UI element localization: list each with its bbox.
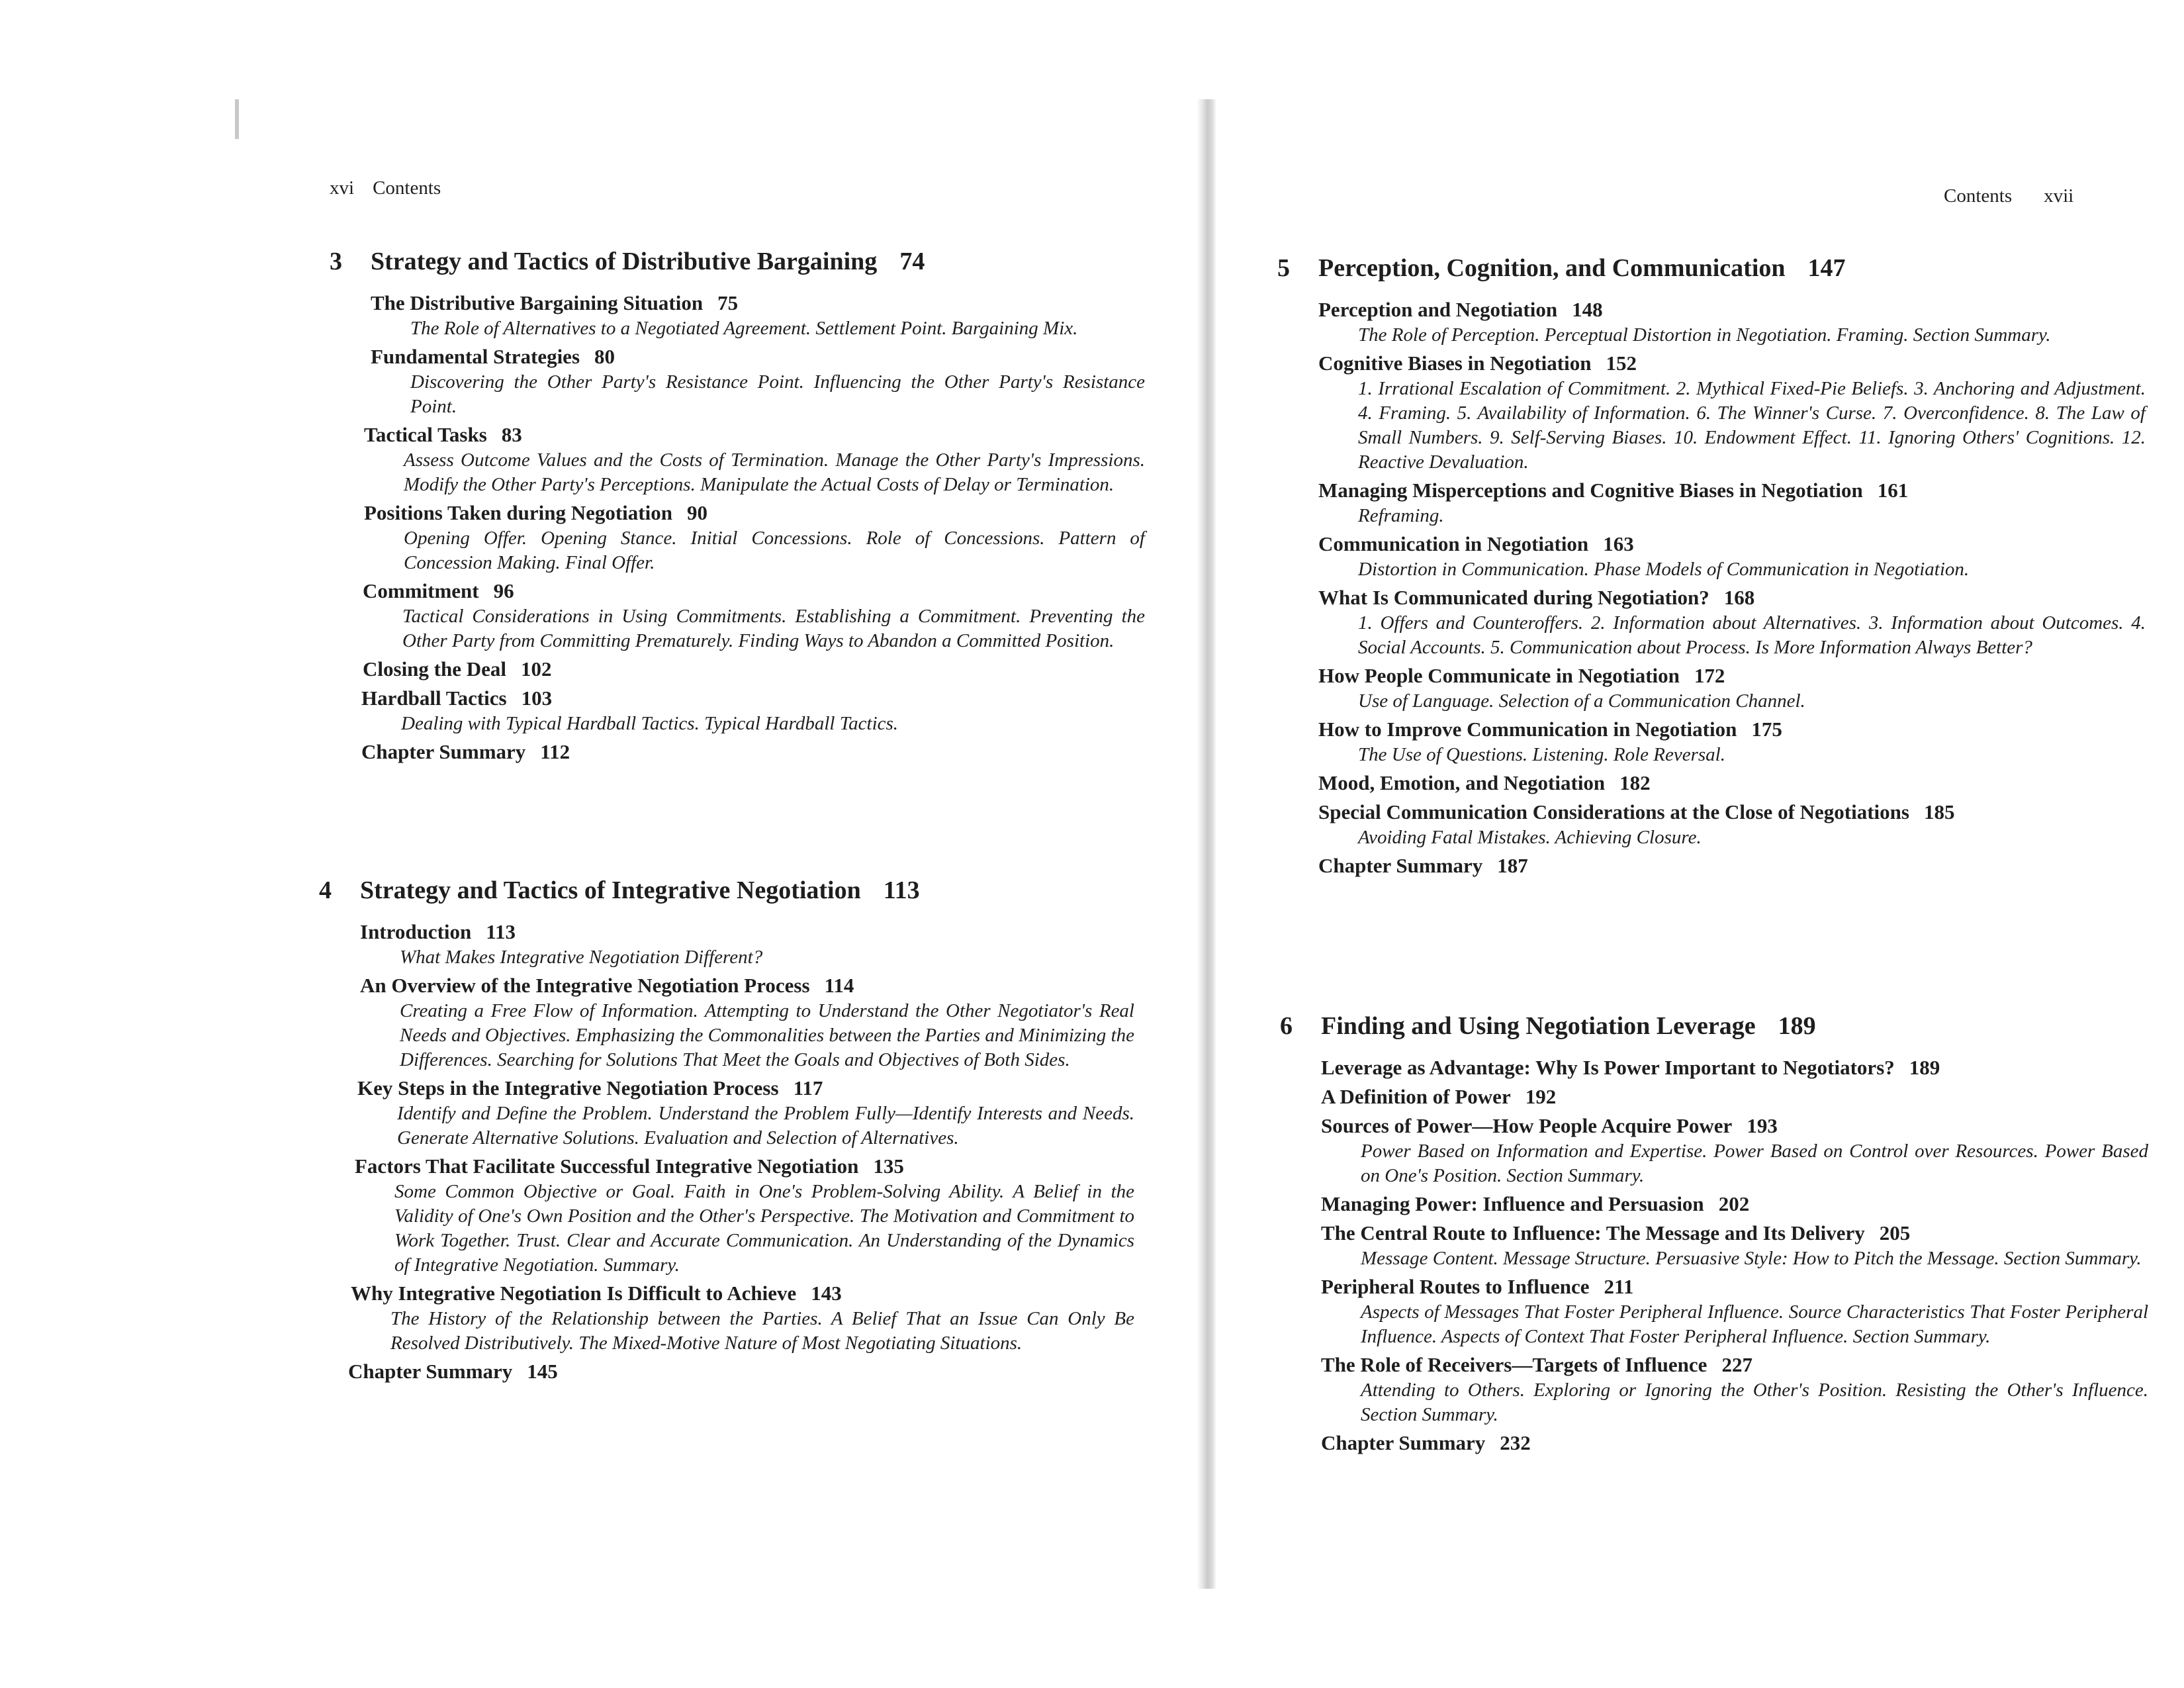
section-subtopics: Aspects of Messages That Foster Peripheral Influence. Source Characteristics That Foster Peripheral Influence. Aspects of Context That Foster Peripheral Influence. Section Summary. bbox=[1361, 1301, 2148, 1347]
toc-section bbox=[1321, 1220, 2148, 1271]
section-subtopics: Message Content. Message Structure. Persuasive Style: How to Pitch the Message. Section Summary. bbox=[1361, 1248, 2142, 1269]
section-title: Managing Power: Influence and Persuasion bbox=[1321, 1192, 1704, 1215]
section-title: Special Communication Considerations at the Close of Negotiations bbox=[1318, 800, 1909, 823]
toc-section bbox=[355, 1153, 1134, 1278]
section-heading bbox=[363, 656, 1145, 682]
section-title: Sources of Power—How People Acquire Power bbox=[1321, 1114, 1733, 1137]
chapter-page-number: 74 bbox=[899, 248, 925, 275]
section-heading bbox=[360, 972, 1134, 999]
section-page-number: 103 bbox=[521, 686, 553, 710]
right-folio: xvii bbox=[2044, 185, 2074, 207]
section-heading bbox=[1321, 1113, 2148, 1139]
section-subtopics: Power Based on Information and Expertise. Power Based on Control over Resources. Power Based on One's Position. Section Summary. bbox=[1361, 1141, 2148, 1186]
section-title: An Overview of the Integrative Negotiation Process bbox=[360, 974, 810, 997]
chapter-page-number: 147 bbox=[1807, 254, 1846, 282]
section-title: Peripheral Routes to Influence bbox=[1321, 1275, 1590, 1298]
section-subtopics: Distortion in Communication. Phase Models of Communication in Negotiation. bbox=[1358, 559, 1970, 580]
toc-section bbox=[1318, 531, 2146, 582]
chapter-heading bbox=[1280, 1009, 2148, 1043]
chapter-page-number: 113 bbox=[883, 876, 920, 904]
chapter-heading bbox=[1277, 252, 2146, 285]
toc-section bbox=[1318, 853, 2146, 879]
section-page-number: 102 bbox=[521, 657, 552, 680]
section-subtopics: 1. Offers and Counteroffers. 2. Information about Alternatives. 3. Information about Outcomes. 4. Social Accounts. 5. Communication about Process. Is More Information Always Better? bbox=[1358, 612, 2146, 658]
toc-section bbox=[1321, 1430, 2148, 1456]
chapter-number: 3 bbox=[330, 248, 342, 275]
right-running-title: Contents bbox=[1944, 185, 2013, 207]
section-heading bbox=[1321, 1220, 2148, 1246]
section-page-number: 205 bbox=[1879, 1221, 1911, 1244]
section-title: Commitment bbox=[363, 579, 479, 602]
section-title: The Distributive Bargaining Situation bbox=[371, 291, 704, 314]
section-heading bbox=[1321, 1352, 2148, 1378]
toc-section bbox=[371, 290, 1145, 341]
section-heading bbox=[1318, 531, 2146, 557]
toc-section bbox=[1321, 1274, 2148, 1349]
section-page-number: 163 bbox=[1603, 532, 1634, 555]
section-heading bbox=[1321, 1430, 2148, 1456]
section-title: Tactical Tasks bbox=[364, 423, 487, 446]
section-subtopics: Creating a Free Flow of Information. Attempting to Understand the Other Negotiator's Real Needs and Objectives. Emphasizing the Commonalities between the Parties and Minimizing the Differences. Searching for Solutions That Meet the Goals and Objectives of Both Sides. bbox=[400, 1000, 1134, 1070]
book-gutter bbox=[1197, 99, 1216, 1589]
section-title: How People Communicate in Negotiation bbox=[1318, 664, 1680, 687]
toc-section bbox=[360, 972, 1134, 1072]
section-page-number: 117 bbox=[793, 1076, 823, 1100]
section-heading bbox=[1321, 1191, 2148, 1217]
section-heading bbox=[351, 1280, 1134, 1307]
section-heading bbox=[1318, 770, 2146, 796]
section-title: Chapter Summary bbox=[1321, 1431, 1486, 1454]
section-title: Perception and Negotiation bbox=[1318, 298, 1558, 321]
section-subtopics: Opening Offer. Opening Stance. Initial Concessions. Role of Concessions. Pattern of Concession Making. Final Offer. bbox=[404, 528, 1145, 573]
section-title: Chapter Summary bbox=[1318, 854, 1483, 877]
section-subtopics: 1. Irrational Escalation of Commitment. 2. Mythical Fixed-Pie Beliefs. 3. Anchoring and Adjustment. 4. Framing. 5. Availability of Information. 6. The Winner's Curse. 7. Overconfidence. 8. The Law of Small Numbers. 9. Self-Serving Biases. 10. Endowment Effect. 11. Ignoring Others' Cognitions. 12. Reactive Devaluation. bbox=[1358, 378, 2146, 473]
toc-section bbox=[1318, 297, 2146, 348]
section-page-number: 96 bbox=[493, 579, 514, 602]
section-page-number: 80 bbox=[594, 345, 615, 368]
section-title: Hardball Tactics bbox=[361, 686, 507, 710]
toc-section bbox=[1321, 1191, 2148, 1217]
section-page-number: 83 bbox=[501, 423, 522, 446]
chapter-page-number: 189 bbox=[1778, 1012, 1816, 1040]
section-heading bbox=[348, 1358, 1134, 1385]
section-title: Managing Misperceptions and Cognitive Biases in Negotiation bbox=[1318, 479, 1863, 502]
section-subtopics: Avoiding Fatal Mistakes. Achieving Closure. bbox=[1358, 827, 1702, 848]
section-heading bbox=[361, 685, 1145, 712]
section-page-number: 145 bbox=[527, 1360, 558, 1383]
section-title: The Central Route to Influence: The Message and Its Delivery bbox=[1321, 1221, 1865, 1244]
right-running-head bbox=[1944, 185, 2073, 207]
toc-section bbox=[361, 685, 1145, 736]
chapter-4 bbox=[319, 874, 1134, 1385]
section-subtopics: Use of Language. Selection of a Communication Channel. bbox=[1358, 690, 1805, 712]
left-folio: xvi bbox=[330, 177, 355, 199]
toc-section bbox=[1321, 1113, 2148, 1188]
section-title: Leverage as Advantage: Why Is Power Important to Negotiators? bbox=[1321, 1056, 1895, 1079]
chapter-3 bbox=[330, 245, 1145, 765]
section-heading bbox=[363, 578, 1145, 604]
section-heading bbox=[357, 1075, 1134, 1102]
section-title: Mood, Emotion, and Negotiation bbox=[1318, 771, 1606, 794]
section-title: Communication in Negotiation bbox=[1318, 532, 1589, 555]
section-heading bbox=[1318, 716, 2146, 743]
chapter-6 bbox=[1280, 1009, 2148, 1456]
toc-section bbox=[1318, 716, 2146, 767]
section-page-number: 143 bbox=[811, 1282, 842, 1305]
chapter-heading bbox=[319, 874, 1134, 907]
section-page-number: 135 bbox=[873, 1154, 904, 1178]
section-page-number: 75 bbox=[717, 291, 739, 314]
section-page-number: 189 bbox=[1909, 1056, 1940, 1079]
section-page-number: 232 bbox=[1500, 1431, 1531, 1454]
section-title: Introduction bbox=[360, 920, 472, 943]
section-title: A Definition of Power bbox=[1321, 1085, 1511, 1108]
chapter-title: Strategy and Tactics of Integrative Negotiation bbox=[360, 876, 861, 904]
section-heading bbox=[1318, 477, 2146, 504]
section-page-number: 172 bbox=[1694, 664, 1725, 687]
chapter-title: Finding and Using Negotiation Leverage bbox=[1321, 1012, 1756, 1040]
section-page-number: 193 bbox=[1747, 1114, 1778, 1137]
section-title: The Role of Receivers—Targets of Influence bbox=[1321, 1353, 1707, 1376]
toc-section bbox=[1318, 663, 2146, 714]
section-title: Closing the Deal bbox=[363, 657, 506, 680]
section-subtopics: Reframing. bbox=[1358, 505, 1444, 526]
section-title: Chapter Summary bbox=[348, 1360, 513, 1383]
section-subtopics: Discovering the Other Party's Resistance Point. Influencing the Other Party's Resistance Point. bbox=[410, 371, 1145, 417]
toc-section bbox=[361, 739, 1145, 765]
section-subtopics: What Makes Integrative Negotiation Different? bbox=[400, 947, 763, 968]
chapter-number: 6 bbox=[1280, 1012, 1293, 1040]
section-title: Cognitive Biases in Negotiation bbox=[1318, 352, 1592, 375]
section-page-number: 182 bbox=[1619, 771, 1651, 794]
section-heading bbox=[1318, 663, 2146, 689]
section-title: Fundamental Strategies bbox=[371, 345, 580, 368]
section-page-number: 168 bbox=[1723, 586, 1755, 609]
section-page-number: 161 bbox=[1877, 479, 1909, 502]
section-subtopics: Assess Outcome Values and the Costs of Termination. Manage the Other Party's Impressions. Modify the Other Party's Perceptions. Manipulate the Actual Costs of Delay or Termination. bbox=[404, 449, 1145, 495]
section-subtopics: The Use of Questions. Listening. Role Reversal. bbox=[1358, 744, 1725, 765]
chapter-title: Perception, Cognition, and Communication bbox=[1318, 254, 1786, 282]
section-heading bbox=[1321, 1055, 2148, 1081]
section-title: Key Steps in the Integrative Negotiation Process bbox=[357, 1076, 779, 1100]
section-heading bbox=[361, 739, 1145, 765]
toc-section bbox=[363, 578, 1145, 653]
section-page-number: 192 bbox=[1525, 1085, 1557, 1108]
section-page-number: 114 bbox=[824, 974, 854, 997]
section-heading bbox=[1321, 1274, 2148, 1300]
section-subtopics: Dealing with Typical Hardball Tactics. Typical Hardball Tactics. bbox=[401, 713, 899, 734]
section-page-number: 202 bbox=[1718, 1192, 1750, 1215]
section-page-number: 113 bbox=[486, 920, 516, 943]
chapter-number: 4 bbox=[319, 876, 332, 904]
section-page-number: 152 bbox=[1606, 352, 1637, 375]
toc-section bbox=[364, 500, 1145, 575]
section-heading bbox=[1318, 585, 2146, 611]
toc-section bbox=[371, 344, 1145, 419]
section-page-number: 211 bbox=[1604, 1275, 1634, 1298]
section-page-number: 227 bbox=[1721, 1353, 1752, 1376]
section-heading bbox=[371, 290, 1145, 316]
toc-section bbox=[1321, 1352, 2148, 1427]
toc-section bbox=[348, 1358, 1134, 1385]
right-page bbox=[1218, 0, 2184, 1688]
section-heading bbox=[1318, 799, 2146, 825]
left-running-head bbox=[330, 177, 441, 199]
section-heading bbox=[364, 500, 1145, 526]
toc-section bbox=[1318, 799, 2146, 850]
section-title: Why Integrative Negotiation Is Difficult to Achieve bbox=[351, 1282, 797, 1305]
toc-section bbox=[363, 656, 1145, 682]
section-title: Chapter Summary bbox=[361, 740, 526, 763]
left-running-title: Contents bbox=[373, 177, 441, 199]
section-subtopics: Identify and Define the Problem. Understand the Problem Fully—Identify Interests and Needs. Generate Alternative Solutions. Evaluation and Selection of Alternatives. bbox=[397, 1103, 1134, 1149]
chapter-title: Strategy and Tactics of Distributive Bargaining bbox=[371, 248, 878, 275]
section-title: Positions Taken during Negotiation bbox=[364, 501, 672, 524]
toc-section bbox=[357, 1075, 1134, 1150]
chapter-heading bbox=[330, 245, 1145, 278]
section-page-number: 90 bbox=[686, 501, 707, 524]
section-heading bbox=[371, 344, 1145, 370]
toc-section bbox=[1318, 585, 2146, 660]
section-subtopics: The History of the Relationship between the Parties. A Belief That an Issue Can Only Be Resolved Distributively. The Mixed-Motive Nature of Most Negotiating Situations. bbox=[390, 1308, 1134, 1354]
section-subtopics: The Role of Alternatives to a Negotiated Agreement. Settlement Point. Bargaining Mix. bbox=[410, 318, 1078, 339]
section-heading bbox=[360, 919, 1134, 945]
section-page-number: 112 bbox=[540, 740, 570, 763]
section-page-number: 148 bbox=[1572, 298, 1603, 321]
toc-section bbox=[360, 919, 1134, 970]
section-heading bbox=[364, 422, 1145, 448]
toc-section bbox=[1321, 1084, 2148, 1110]
section-heading bbox=[355, 1153, 1134, 1180]
chapter-5 bbox=[1277, 252, 2146, 879]
section-subtopics: Some Common Objective or Goal. Faith in One's Problem-Solving Ability. A Belief in the Validity of One's Own Position and the Other's Perspective. The Motivation and Commitment to Work Together. Trust. Clear and Accurate Communication. An Understanding of the Dynamics of Integrative Negotiation. Summary. bbox=[394, 1181, 1134, 1276]
section-subtopics: Attending to Others. Exploring or Ignoring the Other's Position. Resisting the Other's Influence. Section Summary. bbox=[1361, 1380, 2148, 1425]
section-page-number: 187 bbox=[1497, 854, 1528, 877]
toc-section bbox=[1321, 1055, 2148, 1081]
section-page-number: 175 bbox=[1751, 718, 1782, 741]
toc-section bbox=[351, 1280, 1134, 1356]
chapter-number: 5 bbox=[1277, 254, 1290, 282]
section-subtopics: Tactical Considerations in Using Commitments. Establishing a Commitment. Preventing the Other Party from Committing Prematurely. Finding Ways to Abandon a Committed Position. bbox=[402, 606, 1145, 651]
section-subtopics: The Role of Perception. Perceptual Distortion in Negotiation. Framing. Section Summary. bbox=[1358, 324, 2051, 346]
section-heading bbox=[1318, 350, 2146, 377]
section-heading bbox=[1318, 297, 2146, 323]
toc-section bbox=[1318, 350, 2146, 475]
toc-section bbox=[1318, 477, 2146, 528]
section-title: What Is Communicated during Negotiation? bbox=[1318, 586, 1709, 609]
section-title: How to Improve Communication in Negotiation bbox=[1318, 718, 1737, 741]
section-heading bbox=[1318, 853, 2146, 879]
section-page-number: 185 bbox=[1923, 800, 1955, 823]
toc-section bbox=[1318, 770, 2146, 796]
section-heading bbox=[1321, 1084, 2148, 1110]
toc-section bbox=[364, 422, 1145, 497]
section-title: Factors That Facilitate Successful Integrative Negotiation bbox=[355, 1154, 859, 1178]
